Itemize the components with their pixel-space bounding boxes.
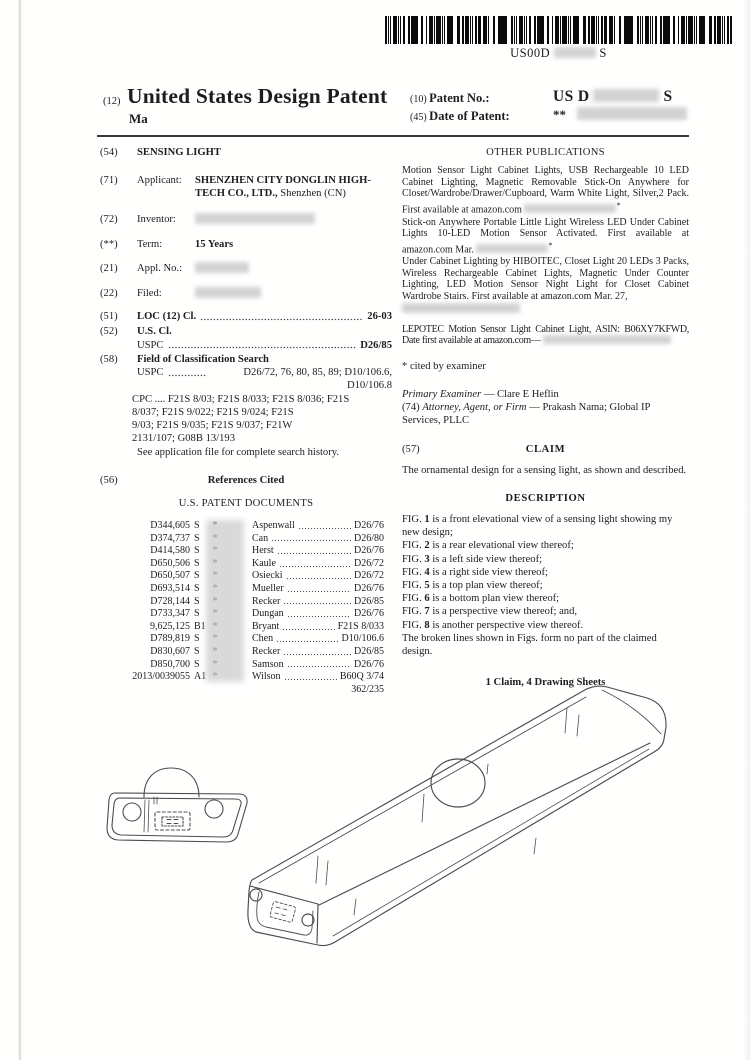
uspc-label: USPC (137, 339, 164, 351)
ref-classification: D26/80 (354, 532, 384, 544)
attorney-label: Attorney, Agent, or Firm (422, 401, 527, 413)
ref-inventor-name: Can (252, 532, 269, 544)
redacted-barcode-digits (554, 47, 596, 58)
field-56-code: (56) (100, 474, 118, 486)
inventor-surname: Ma (129, 111, 148, 126)
redacted-date (577, 107, 687, 120)
publication-3-text: Under Cabinet Lighting by HIBOITEC, Closet Light 20 LEDs 3 Packs, Wireless Rechargeable Cabinet Lights, Magnetic Under Counter Lighting, LED Motion Sensor Night Light for Closet Cabinet Wardrobe Stairs. First available at amazon.com Mar. 27, (402, 256, 689, 302)
appl-no-label: Appl. No.: (137, 263, 183, 275)
ref-classification: D26/85 (354, 595, 384, 607)
fig-number: 7 (424, 606, 430, 618)
ref-kind-code: S (194, 646, 200, 657)
fig-number: 1 (424, 513, 430, 525)
loc-class-label: LOC (12) Cl. (137, 311, 197, 323)
ref-classification: F21S 8/033 (337, 620, 384, 632)
cpc-search-line: 2131/107; G08B 13/193 (132, 433, 235, 445)
right-column (402, 146, 689, 689)
ref-classification: D26/76 (354, 658, 384, 670)
leader-dots (271, 533, 351, 546)
uspc-search-line1: D26/72, 76, 80, 85, 89; D10/106.6, (243, 367, 392, 379)
fig-word: FIG. (402, 566, 422, 578)
filed-label: Filed: (137, 288, 162, 300)
table-row (104, 608, 384, 621)
leader-dots (298, 520, 351, 533)
fig-number: 4 (424, 566, 430, 578)
patent-barcode (385, 16, 732, 44)
left-column (100, 146, 392, 696)
redacted-inventor (195, 213, 315, 224)
fig-word: FIG. (402, 606, 422, 618)
field-71-code: (71) (100, 175, 118, 187)
figure-descriptions (402, 513, 689, 632)
header-rule (97, 135, 689, 137)
ref-patent-number: D650,506 (150, 557, 190, 569)
table-row (104, 583, 384, 596)
field-52-uspc (100, 339, 392, 352)
page-left-edge (18, 0, 22, 1060)
fig-number: 6 (424, 593, 430, 605)
pub-1-star: * (616, 200, 621, 210)
redacted-pub-date (543, 335, 671, 344)
ref-patent-number: D693,514 (150, 583, 190, 595)
appl-no-value (195, 262, 392, 276)
field-term (100, 238, 392, 251)
patent-no-value (553, 88, 673, 106)
spacer (100, 339, 137, 352)
barcode-label (385, 46, 732, 61)
field-58-uspc (100, 366, 392, 379)
field-search-label: Field of Classification Search (137, 354, 269, 366)
ref-kind-code: S (194, 570, 200, 582)
redacted-date-column (206, 520, 244, 682)
field-52 (100, 325, 392, 338)
leader-dots (276, 633, 338, 646)
ref-kind-code: A1 (194, 671, 207, 683)
claim-heading (402, 443, 689, 456)
fig-number: 3 (424, 553, 430, 565)
field-58 (100, 353, 392, 366)
patent-no-prefix: US D (553, 88, 590, 105)
ref-classification: D26/72 (354, 557, 384, 569)
table-row (104, 646, 384, 659)
ref-patent-number: 2013/0039055 (132, 671, 190, 683)
ref-classification: D26/76 (354, 583, 384, 595)
ref-classification: D26/76 (354, 520, 384, 532)
inventor-value (195, 213, 392, 227)
ref-kind-code: S (194, 608, 200, 620)
publication-2 (402, 217, 689, 256)
fig-text: is a perspective view thereof; and, (429, 606, 578, 618)
ref-kind-code: S (194, 520, 200, 532)
publication-4 (402, 324, 689, 347)
figure-description-line (402, 605, 689, 618)
date-value (553, 107, 687, 123)
ref-patent-number: D733,347 (150, 608, 190, 620)
references-cited-title: References Cited (207, 474, 285, 486)
ref-inventor-name: Recker (252, 595, 281, 607)
fig-number: 8 (424, 619, 430, 631)
ref-kind-code: S (194, 532, 200, 544)
fig-word: FIG. (402, 540, 422, 552)
leader-dots (287, 608, 351, 621)
leader-dots (287, 583, 351, 596)
redacted-patent-no (593, 89, 659, 102)
field-74-code: (74) (402, 401, 420, 413)
term-label: Term: (137, 238, 163, 250)
ref-kind-code: S (194, 633, 200, 645)
cpc-search-line: 9/03; F21S 9/035; F21S 9/037; F21W (132, 420, 293, 432)
ref-kind-code: S (194, 545, 200, 557)
ref-patent-number: D850,700 (150, 658, 190, 670)
leader-dots (168, 339, 357, 352)
ref-inventor-name: Osiecki (252, 570, 283, 582)
figure-description-line (402, 579, 689, 592)
ref-kind-code: S (194, 583, 200, 595)
field-58-code: (58) (100, 354, 118, 366)
field-22-code: (22) (100, 288, 118, 300)
leader-dots (200, 310, 363, 323)
ref-classification-cont: 362/235 (351, 683, 384, 695)
ref-patent-number: D728,144 (150, 595, 190, 607)
redacted-pub-date (476, 244, 548, 253)
fig-text: is another perspective view thereof. (429, 619, 584, 631)
leader-dots (282, 621, 334, 634)
fig-word: FIG. (402, 513, 422, 525)
ref-inventor-name: Aspenwall (252, 520, 295, 532)
field-57-code: (57) (402, 444, 420, 456)
references-cited-heading (100, 474, 392, 487)
ref-patent-number: D374,737 (150, 532, 190, 544)
figure-description-line (402, 566, 689, 579)
field-54 (100, 146, 392, 159)
claims-sheets-note: 1 Claim, 4 Drawing Sheets (485, 677, 606, 689)
claim-title: CLAIM (525, 444, 566, 456)
figure-description-line (402, 539, 689, 552)
page-right-edge (743, 0, 750, 1060)
sensor-dome-outline (144, 768, 199, 797)
spacer (100, 366, 137, 379)
ref-patent-number: D344,605 (150, 520, 190, 532)
table-row (104, 596, 384, 609)
ref-patent-number: D830,607 (150, 646, 190, 657)
publication-3 (402, 256, 689, 302)
ref-classification: D26/85 (354, 646, 384, 657)
patent-no-suffix: S (663, 88, 673, 105)
uspc-search-label: USPC (137, 367, 164, 379)
other-publications-title: OTHER PUBLICATIONS (486, 147, 605, 158)
date-code: (45) (410, 112, 427, 123)
ref-patent-number: 9,625,125 (150, 620, 190, 632)
ref-inventor-name: Samson (252, 658, 284, 670)
fig-text: is a right side view thereof; (429, 566, 548, 578)
fig-number: 5 (424, 580, 430, 591)
leader-dots (283, 646, 351, 659)
redacted-pub-date-line (402, 303, 520, 313)
applicant-value (195, 174, 392, 200)
ref-classification: D26/76 (354, 545, 384, 557)
term-value: 15 Years (195, 238, 234, 250)
figure-description-line (402, 553, 689, 566)
redacted-appl-no (195, 262, 249, 273)
examiner-row (402, 388, 689, 401)
field-21 (100, 262, 392, 276)
ref-classification: D26/72 (354, 570, 384, 582)
patent-no-label: Patent No.: (429, 91, 490, 105)
fig-text: is a rear elevational view thereof; (429, 540, 574, 552)
cited-by-examiner-note: * cited by examiner (402, 360, 486, 372)
ref-kind-code: S (194, 595, 200, 607)
ref-inventor-name: Dungan (252, 608, 284, 620)
search-history-note: See application file for complete search history. (137, 447, 339, 459)
applicant-name: SHENZHEN CITY DONGLIN HIGH-TECH CO., LTD., (195, 175, 371, 200)
table-row (104, 633, 384, 646)
publication-4-text: LEPOTEC Motion Sensor Light Cabinet Light, ASIN: B06XY7KFWD, Date first available at amazon.com— (402, 323, 689, 347)
fig-number: 2 (424, 540, 430, 552)
examiner-label: Primary Examiner (402, 388, 482, 400)
field-term-code: (**) (100, 238, 118, 250)
field-21-code: (21) (100, 263, 118, 275)
ref-inventor-name: Wilson (252, 671, 281, 683)
patent-no-code: (10) (410, 94, 427, 105)
field-71 (100, 174, 392, 200)
fig-word: FIG. (402, 580, 422, 591)
table-row (104, 570, 384, 583)
field-52-code: (52) (100, 325, 118, 337)
page-bottom-fold (0, 985, 750, 1060)
applicant-location: Shenzhen (CN) (277, 188, 346, 200)
figure-description-line (402, 592, 689, 605)
uspc-search-line2: D10/106.8 (346, 380, 392, 392)
ref-inventor-name: Mueller (252, 583, 284, 595)
date-label: Date of Patent: (429, 109, 510, 123)
fig-text: is a top plan view thereof; (429, 580, 543, 591)
redacted-pub-date (524, 204, 616, 213)
attorney-row (402, 401, 689, 427)
publication-1-text: Motion Sensor Light Cabinet Lights, USB Rechargeable 10 LED Cabinet Lighting, Magnetic Removable Stick-On Anywhere for Closet/Wardrobe/Drawer/Cupboard, Warm White Light, Silver,2 Pack. First available at amazon.com (402, 165, 689, 216)
us-class-label: U.S. Cl. (137, 325, 172, 337)
field-72-code: (72) (100, 213, 118, 225)
table-row (104, 545, 384, 558)
cpc-search-line: 8/037; F21S 9/022; F21S 9/024; F21S (132, 406, 294, 418)
drawing-perspective-view (238, 670, 700, 975)
ref-kind-code: S (194, 658, 200, 670)
ref-patent-number: D414,580 (150, 545, 190, 557)
leader-dots (279, 558, 351, 571)
table-row (104, 558, 384, 571)
inventor-label: Inventor: (137, 213, 176, 225)
patent-no-row (410, 91, 490, 106)
ref-classification: B60Q 3/74 (339, 671, 384, 683)
figure-description-line (402, 513, 689, 539)
ref-inventor-name: Herst (252, 545, 274, 557)
leader-dots (286, 570, 351, 583)
cpc-search-lines (132, 393, 392, 446)
fig-text: is a left side view thereof; (429, 553, 543, 565)
fig-text: is a bottom plan view thereof; (429, 593, 560, 605)
cpc-search-line: CPC .... F21S 8/03; F21S 8/033; F21S 8/036; F21S (132, 393, 350, 405)
ref-inventor-name: Kaule (252, 557, 276, 569)
description-title: DESCRIPTION (505, 492, 586, 504)
fig-word: FIG. (402, 553, 422, 565)
date-row (410, 109, 510, 124)
redacted-filed-date (195, 287, 261, 298)
table-row (104, 621, 384, 634)
ref-inventor-name: Recker (252, 646, 281, 657)
ref-patent-number: D789,819 (150, 633, 190, 645)
claim-text: The ornamental design for a sensing light, as shown and described. (402, 464, 687, 476)
fig-text: is a front elevational view of a sensing light showing my new design; (402, 513, 673, 539)
ref-classification: D26/76 (354, 608, 384, 620)
ref-inventor-name: Bryant (252, 620, 280, 632)
leader-dots (277, 545, 351, 558)
table-row (104, 533, 384, 546)
doc-kind-code: (12) (103, 96, 121, 107)
field-51-code: (51) (100, 311, 118, 323)
us-patent-documents-title: U.S. PATENT DOCUMENTS (178, 497, 314, 509)
field-54-code: (54) (100, 147, 118, 158)
ref-classification: D10/106.6 (341, 633, 384, 645)
publication-2-text: Stick-on Anywhere Portable Little Light Wireless LED Under Cabinet Lights 10-LED Motion Sensor Activated. First available at amazon.com Mar. (402, 216, 689, 255)
ref-kind-code: S (194, 557, 200, 569)
loc-class-value: 26-03 (367, 311, 392, 323)
filed-value (195, 287, 392, 301)
publication-1 (402, 165, 689, 215)
attorney-name: — Prakash Nama; Global IP Services, PLLC (402, 401, 651, 427)
figure-description-line (402, 619, 689, 632)
ref-patent-number: D650,507 (150, 570, 190, 582)
leader-dots (168, 366, 206, 379)
ref-inventor-name: Chen (252, 633, 274, 645)
examiner-name: — Clare E Heflin (483, 388, 559, 400)
barcode-label-prefix: US00D (510, 46, 551, 60)
applicant-label: Applicant: (137, 175, 182, 187)
field-72 (100, 213, 392, 227)
barcode-label-suffix: S (599, 46, 607, 60)
fig-word: FIG. (402, 619, 422, 631)
fig-word: FIG. (402, 593, 422, 605)
broken-lines-note: The broken lines shown in Figs. form no part of the claimed design. (402, 632, 657, 658)
ref-kind-code: B1 (194, 620, 206, 632)
date-stars: ** (553, 107, 566, 122)
page-title: United States Design Patent (127, 84, 388, 108)
pub-2-star: * (548, 240, 553, 250)
invention-title: SENSING LIGHT (137, 147, 221, 158)
table-row (104, 520, 384, 533)
field-22 (100, 287, 392, 301)
leader-dots (283, 596, 351, 609)
uspc-value: D26/85 (360, 339, 392, 351)
field-51 (100, 310, 392, 323)
